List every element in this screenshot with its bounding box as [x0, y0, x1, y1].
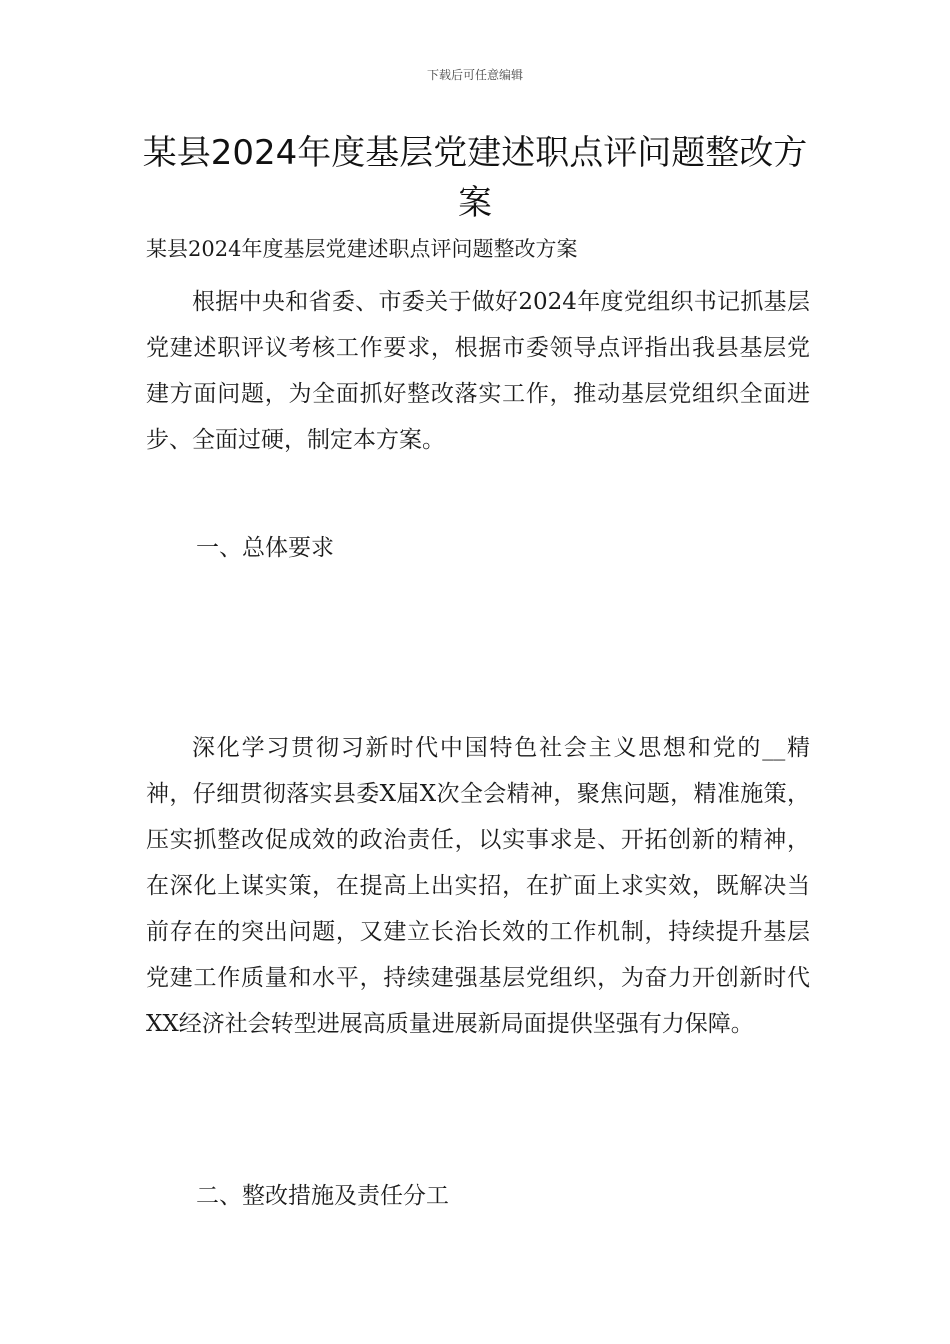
- header-note: 下载后可任意编辑: [426, 68, 523, 82]
- section-heading-2: 二、整改措施及责任分工: [196, 1183, 449, 1209]
- document-title: 某县2024年度基层党建述职点评问题整改方案: [142, 133, 808, 223]
- section-1-paragraph: 深化学习贯彻习新时代中国特色社会主义思想和党的__精神，仔细贯彻落实县委X届X次全会精神，聚焦问题，精准施策，压实抓整改促成效的政治责任，以实事求是、开拓创新的精神，在深化上谋实策，在提高上出实招，在扩面上求实效，既解决当前存在的突出问题，又建立长治长效的工作机制，持续提升基层党建工作质量和水平，持续建强基层党组织，为奋力开创新时代XX经济社会转型进展高质量进展新局面提供坚强有力保障。: [146, 735, 810, 1037]
- intro-paragraph: 根据中央和省委、市委关于做好2024年度党组织书记抓基层党建述职评议考核工作要求，根据市委领导点评指出我县基层党建方面问题，为全面抓好整改落实工作，推动基层党组织全面进步、全面过硬，制定本方案。: [146, 289, 810, 453]
- document-subtitle: 某县2024年度基层党建述职点评问题整改方案: [146, 237, 578, 261]
- section-heading-1: 一、总体要求: [196, 535, 334, 561]
